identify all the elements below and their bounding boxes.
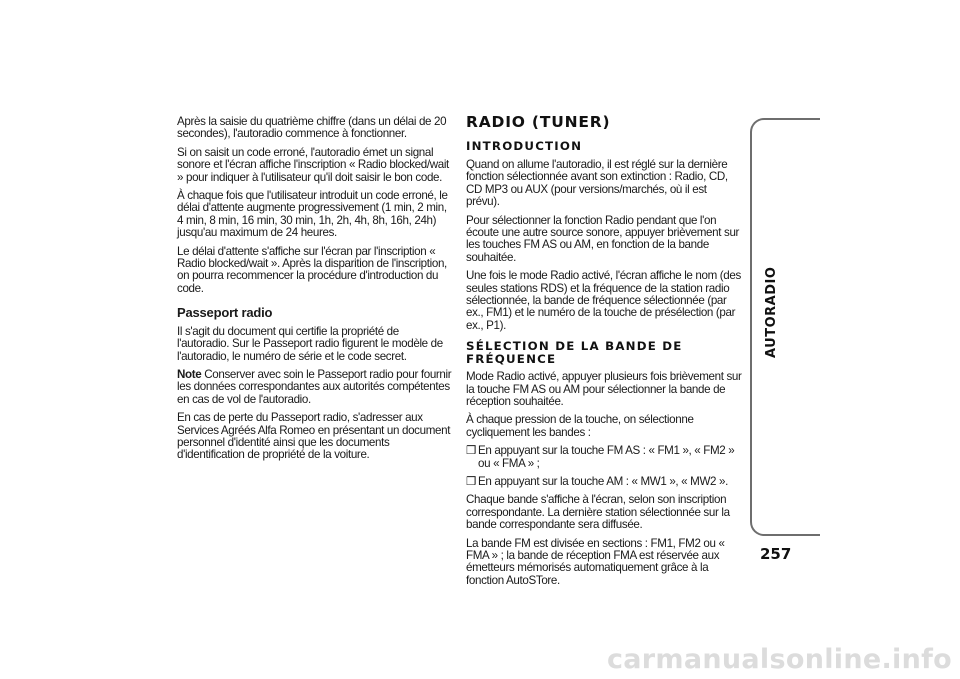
passeport-radio-heading: Passeport radio: [177, 305, 273, 321]
checkbox-bullet-icon: ❒: [466, 475, 477, 489]
bullet-item: [466, 476, 742, 488]
bullet-text: En appuyant sur la touche AM : « MW1 », « MW2 ».: [478, 475, 728, 489]
bullet-text: En appuyant sur la touche FM AS : « FM1 », « FM2 » ou « FMA » ;: [478, 444, 735, 470]
paragraph: À chaque pression de la touche, on sélectionne cycliquement les bandes :: [466, 413, 694, 439]
paragraph: À chaque fois que l'utilisateur introduit un code erroné, le délai d'attente augmente progressivement (1 min, 2 min, 4 min, 8 min, 16 min, 30 min, 1h, 2h, 4h, 8h, 16h, 24h) jusqu'au maximum de 24 heures.: [177, 189, 448, 240]
paragraph: Après la saisie du quatrième chiffre (dans un délai de 20 secondes), l'autoradio commence à fonctionner.: [177, 115, 447, 141]
paragraph: La bande FM est divisée en sections : FM1, FM2 ou « FMA » ; la bande de réception FMA est réservée aux émetteurs mémorisés automatiquement grâce à la fonction AutoSTore.: [466, 536, 725, 587]
band-selection-heading: [466, 340, 742, 365]
page-number: 257: [760, 545, 792, 563]
paragraph: Il s'agit du document qui certifie la propriété de l'autoradio. Sur le Passeport radio figurent le modèle de l'autoradio, le numéro de série et le code secret.: [177, 324, 443, 363]
paragraph: Pour sélectionner la fonction Radio pendant que l'on écoute une autre source sonore, appuyer brièvement sur les touches FM AS ou AM, en fonction de la bande souhaitée.: [466, 213, 740, 264]
paragraph: Chaque bande s'affiche à l'écran, selon son inscription correspondante. La dernière station sélectionnée sur la bande correspondante sera diffusée.: [466, 493, 730, 532]
band-heading-line2: FRÉQUENCE: [466, 351, 557, 366]
paragraph: En cas de perte du Passeport radio, s'adresser aux Services Agréés Alfa Romeo en présentant un document personnel d'identité ainsi que les documents d'identification de propriété de la voiture.: [177, 411, 451, 462]
note-paragraph: [177, 369, 453, 406]
right-column: [466, 113, 742, 593]
left-column: [177, 116, 453, 468]
note-label: Note: [177, 367, 202, 381]
bullet-item: [466, 445, 742, 470]
paragraph: Si on saisit un code erroné, l'autoradio émet un signal sonore et l'écran affiche l'inscription « Radio blocked/wait » pour indiquer à l'utilisateur qu'il doit saisir le bon code.: [177, 145, 449, 184]
watermark: carmanualsonline.info: [606, 644, 952, 675]
checkbox-bullet-icon: ❒: [466, 444, 477, 458]
note-text: Conserver avec soin le Passeport radio pour fournir les données correspondantes aux autorités compétentes en cas de vol de l'autoradio.: [177, 367, 452, 406]
paragraph: Quand on allume l'autoradio, il est réglé sur la dernière fonction sélectionnée avant son extinction : Radio, CD, CD MP3 ou AUX (pour versions/marchés, où il est prévu).: [466, 157, 728, 209]
paragraph: Mode Radio activé, appuyer plusieurs fois brièvement sur la touche FM AS ou AM pour sélectionner la bande de réception souhaitée.: [466, 370, 742, 408]
chapter-title: RADIO (TUNER): [466, 113, 611, 131]
introduction-heading: INTRODUCTION: [466, 139, 583, 154]
section-tab-frame: [750, 118, 820, 536]
section-tab-label: AUTORADIO: [764, 266, 779, 358]
band-heading-line1: SÉLECTION DE LA BANDE DE: [466, 339, 683, 354]
paragraph: Le délai d'attente s'affiche sur l'écran par l'inscription « Radio blocked/wait ». Après la disparition de l'inscription, on pourra recommencer la procédure d'introduction du code.: [177, 244, 447, 295]
paragraph: Une fois le mode Radio activé, l'écran affiche le nom (des seules stations RDS) et la fréquence de la station radio sélectionnée, la bande de fréquence sélectionnée (par ex., FM1) et le numéro de la touche de présélection (par ex., P1).: [466, 269, 741, 332]
